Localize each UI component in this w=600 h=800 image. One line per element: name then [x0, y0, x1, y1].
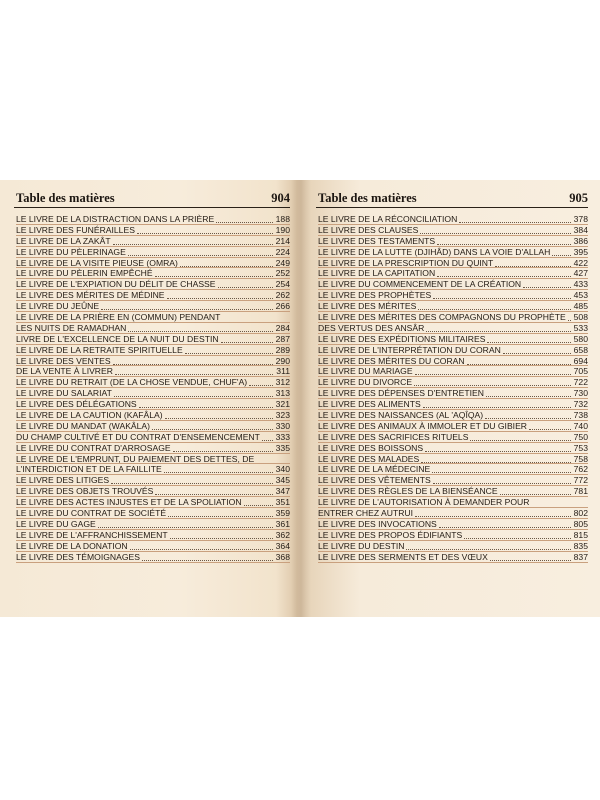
toc-entry-title: LE LIVRE DES PROPOS ÉDIFIANTS	[318, 529, 463, 540]
toc-leader-dots	[432, 471, 571, 473]
toc-leader-dots	[168, 515, 273, 517]
toc-entry	[16, 421, 290, 432]
toc-entry-title: LE LIVRE DU GAGE	[16, 518, 96, 529]
toc-leader-dots	[244, 504, 273, 506]
toc-entry-page: 815	[573, 529, 588, 540]
toc-entry-title: LE LIVRE DE L'AFFRANCHISSEMENT	[16, 529, 168, 540]
toc-leader-dots	[486, 395, 571, 397]
toc-entry-title: LE LIVRE DES MÉRITES DE MÉDINE	[16, 290, 165, 301]
toc-entry-page: 254	[275, 279, 290, 290]
toc-entry	[318, 345, 588, 356]
toc-entry-page: 361	[275, 518, 290, 529]
toc-leader-dots	[425, 450, 571, 452]
toc-entry-page: 740	[573, 420, 588, 431]
toc-entry-page: 190	[275, 224, 290, 235]
toc-entry	[318, 334, 588, 345]
toc-entry	[16, 454, 290, 465]
toc-leader-dots	[139, 406, 273, 408]
toc-entry-title: LE LIVRE DE LA PRIÈRE EN (COMMUN) PENDANT	[16, 312, 221, 323]
toc-entry-title: LE LIVRE DU SALARIAT	[16, 388, 112, 399]
toc-entry-title: LE LIVRE DES ANIMAUX À IMMOLER ET DU GIBIER	[318, 420, 528, 431]
toc-leader-dots	[433, 482, 571, 484]
toc-entry	[16, 486, 290, 497]
toc-entry-page: 364	[275, 540, 290, 551]
toc-entry-page: 330	[275, 420, 290, 431]
toc-entry-page: 368	[275, 551, 290, 562]
toc-entry	[16, 301, 290, 312]
toc-entry-title: LE LIVRE DE LA CAUTION (KAFÂLA)	[16, 410, 163, 421]
toc-leader-dots	[467, 363, 571, 365]
toc-entry-page: 395	[573, 246, 588, 257]
toc-entry-title: LE LIVRE DES EXPÉDITIONS MILITAIRES	[318, 333, 486, 344]
toc-leader-dots	[170, 537, 273, 539]
toc-leader-dots	[470, 439, 571, 441]
toc-leader-dots	[414, 384, 571, 386]
toc-leader-dots	[495, 265, 571, 267]
toc-leader-dots	[464, 537, 571, 539]
toc-entry-title: LE LIVRE DU MARIAGE	[318, 366, 413, 377]
toc-leader-dots	[485, 417, 571, 419]
toc-entry	[318, 279, 588, 290]
toc-entry	[16, 236, 290, 247]
toc-entry-page: 705	[573, 366, 588, 377]
toc-entry-page: 214	[275, 235, 290, 246]
toc-leader-dots	[216, 221, 273, 223]
right-toc-list	[318, 214, 588, 563]
toc-entry-title: LE LIVRE DE LA ZAKÂT	[16, 235, 111, 246]
toc-leader-dots	[415, 515, 571, 517]
toc-entry-title: L'INTERDICTION ET DE LA FAILLITE	[16, 464, 162, 475]
toc-entry	[16, 552, 290, 563]
toc-entry	[318, 399, 588, 410]
toc-entry	[318, 541, 588, 552]
toc-entry	[318, 225, 588, 236]
toc-leader-dots	[437, 243, 571, 245]
toc-entry-page: 284	[275, 322, 290, 333]
right-page-title: Table des matières	[318, 191, 417, 205]
toc-entry	[318, 486, 588, 497]
toc-entry	[16, 399, 290, 410]
toc-entry	[16, 366, 290, 377]
toc-entry-page: 837	[573, 551, 588, 562]
toc-entry	[318, 312, 588, 323]
toc-leader-dots	[568, 319, 571, 321]
toc-entry-page: 362	[275, 529, 290, 540]
toc-entry	[16, 388, 290, 399]
toc-entry-title: LE LIVRE DES MALADES	[318, 453, 420, 464]
toc-leader-dots	[415, 373, 571, 375]
toc-entry-title: LE LIVRE DES CLAUSES	[318, 224, 419, 235]
toc-entry	[318, 258, 588, 269]
toc-entry	[318, 236, 588, 247]
toc-entry	[16, 345, 290, 356]
toc-leader-dots	[180, 265, 273, 267]
toc-entry-title: LE LIVRE DES MÉRITES DES COMPAGNONS DU PROPHÈTE	[318, 312, 566, 323]
open-book	[0, 180, 600, 617]
toc-entry-title: LE LIVRE DE LA VISITE PIEUSE (OMRA)	[16, 257, 178, 268]
toc-entry-title: LE LIVRE DES OBJETS TROUVÉS	[16, 486, 154, 497]
toc-leader-dots	[421, 461, 571, 463]
toc-entry-title: LE LIVRE DE LA RETRAITE SPIRITUELLE	[16, 344, 183, 355]
toc-entry	[318, 268, 588, 279]
toc-leader-dots	[406, 548, 571, 550]
toc-entry-title: LE LIVRE DES ALIMENTS	[318, 399, 421, 410]
toc-entry	[16, 508, 290, 519]
toc-entry-page: 694	[573, 355, 588, 366]
toc-entry-title: LE LIVRE DE L'EMPRUNT, DU PAIEMENT DES DETTES, DE	[16, 453, 255, 464]
toc-entry-page: 249	[275, 257, 290, 268]
toc-leader-dots	[218, 286, 273, 288]
toc-entry	[16, 323, 290, 334]
toc-entry	[16, 530, 290, 541]
toc-entry-title: LE LIVRE DE LA DONATION	[16, 540, 128, 551]
toc-entry-page: 266	[275, 301, 290, 312]
toc-entry-page: 224	[275, 246, 290, 257]
toc-entry-title: LE LIVRE DES TÉMOIGNAGES	[16, 551, 141, 562]
toc-entry	[16, 247, 290, 258]
toc-entry-page: 347	[275, 486, 290, 497]
toc-entry-title: LE LIVRE DE LA DISTRACTION DANS LA PRIÈRE	[16, 214, 215, 224]
toc-entry-page: 750	[573, 431, 588, 442]
toc-leader-dots	[426, 330, 571, 332]
toc-entry-title: LE LIVRE DES SERMENTS ET DES VŒUX	[318, 551, 488, 562]
toc-entry	[16, 334, 290, 345]
toc-entry	[318, 421, 588, 432]
toc-entry-page: 333	[275, 431, 290, 442]
toc-entry	[318, 356, 588, 367]
toc-entry-page: 433	[573, 279, 588, 290]
toc-entry	[16, 497, 290, 508]
toc-entry-title: LE LIVRE DES NAISSANCES (AL 'AQÎQA)	[318, 410, 484, 421]
toc-entry	[16, 519, 290, 530]
toc-entry	[16, 279, 290, 290]
toc-entry-page: 580	[573, 333, 588, 344]
toc-entry-page: 758	[573, 453, 588, 464]
toc-leader-dots	[221, 341, 273, 343]
toc-leader-dots	[155, 275, 273, 277]
toc-entry-title: LE LIVRE DU PÈLERIN EMPÊCHÉ	[16, 268, 153, 279]
toc-entry-page: 753	[573, 442, 588, 453]
toc-entry-title: LE LIVRE DU DIVORCE	[318, 377, 413, 388]
toc-entry	[318, 530, 588, 541]
toc-entry-page: 378	[573, 214, 588, 224]
toc-entry-title: LE LIVRE DU PÈLERINAGE	[16, 246, 126, 257]
toc-entry-title: LE LIVRE DES RÈGLES DE LA BIENSÉANCE	[318, 486, 498, 497]
toc-entry	[318, 323, 588, 334]
toc-entry	[318, 432, 588, 443]
toc-leader-dots	[128, 330, 273, 332]
toc-leader-dots	[113, 243, 273, 245]
toc-entry-title: LE LIVRE DES MÉRITES	[318, 301, 417, 312]
toc-leader-dots	[111, 482, 273, 484]
toc-entry	[16, 312, 290, 323]
toc-entry-title: LE LIVRE DES VENTES	[16, 355, 111, 366]
toc-entry-title: LE LIVRE DE LA LUTTE (DJIHÂD) DANS LA VOIE D'ALLAH	[318, 246, 551, 257]
toc-leader-dots	[137, 232, 273, 234]
toc-entry	[318, 410, 588, 421]
left-page-title: Table des matières	[16, 191, 115, 205]
toc-entry-title: LE LIVRE DES DÉPENSES D'ENTRETIEN	[318, 388, 484, 399]
toc-leader-dots	[529, 428, 571, 430]
toc-entry-page: 485	[573, 301, 588, 312]
toc-entry-title: LE LIVRE DU CONTRAT D'ARROSAGE	[16, 442, 171, 453]
toc-entry	[16, 443, 290, 454]
toc-leader-dots	[142, 559, 273, 561]
toc-entry	[318, 552, 588, 563]
toc-entry-title: LIVRE DE L'EXCELLENCE DE LA NUIT DU DESTIN	[16, 333, 219, 344]
toc-entry-title: LE LIVRE DE LA PRESCRIPTION DU QUINT	[318, 257, 494, 268]
toc-leader-dots	[128, 254, 273, 256]
toc-entry-page: 732	[573, 399, 588, 410]
toc-entry	[16, 432, 290, 443]
toc-entry-title: LE LIVRE DU COMMENCEMENT DE LA CRÉATION	[318, 279, 522, 290]
toc-entry-title: LE LIVRE DES LITIGES	[16, 475, 110, 486]
toc-entry-page: 252	[275, 268, 290, 279]
toc-entry-page: 386	[573, 235, 588, 246]
right-page-number: 905	[569, 191, 588, 205]
toc-leader-dots	[155, 493, 273, 495]
toc-entry-title: LE LIVRE DU MANDAT (WAKÂLA)	[16, 420, 151, 431]
toc-leader-dots	[152, 428, 273, 430]
toc-leader-dots	[423, 406, 571, 408]
toc-entry	[318, 301, 588, 312]
toc-entry-title: ENTRER CHEZ AUTRUI	[318, 508, 414, 519]
toc-leader-dots	[459, 221, 571, 223]
toc-leader-dots	[165, 417, 273, 419]
toc-entry	[16, 258, 290, 269]
toc-leader-dots	[173, 450, 273, 452]
left-page-number: 904	[271, 191, 290, 205]
toc-entry	[318, 214, 588, 225]
toc-entry	[318, 519, 588, 530]
toc-leader-dots	[113, 363, 273, 365]
toc-entry-page: 730	[573, 388, 588, 399]
toc-entry	[16, 475, 290, 486]
toc-leader-dots	[262, 439, 273, 441]
right-page	[316, 180, 588, 617]
toc-entry-title: LE LIVRE DE L'AUTORISATION À DEMANDER POUR	[318, 497, 530, 508]
toc-entry	[16, 290, 290, 301]
toc-entry-page: 738	[573, 410, 588, 421]
toc-entry-title: LE LIVRE DE LA CAPITATION	[318, 268, 436, 279]
toc-entry-page: 351	[275, 497, 290, 508]
toc-leader-dots	[487, 341, 571, 343]
toc-entry-title: LE LIVRE DES VÊTEMENTS	[318, 475, 431, 486]
toc-entry-page: 335	[275, 442, 290, 453]
toc-entry	[16, 541, 290, 552]
toc-entry-title: LE LIVRE DES MÉRITES DU CORAN	[318, 355, 465, 366]
toc-leader-dots	[490, 559, 571, 561]
toc-leader-dots	[420, 232, 571, 234]
toc-entry	[318, 290, 588, 301]
toc-leader-dots	[503, 352, 571, 354]
toc-entry	[318, 443, 588, 454]
right-page-header	[316, 191, 588, 208]
toc-entry	[16, 377, 290, 388]
toc-entry-title: LE LIVRE DE LA MÉDECINE	[318, 464, 431, 475]
toc-entry-page: 781	[573, 486, 588, 497]
toc-entry-title: LE LIVRE DES FUNÉRAILLES	[16, 224, 135, 235]
toc-entry	[318, 377, 588, 388]
toc-entry	[16, 410, 290, 421]
toc-entry-page: 359	[275, 508, 290, 519]
toc-entry	[16, 464, 290, 475]
toc-entry-page: 762	[573, 464, 588, 475]
toc-leader-dots	[130, 548, 273, 550]
toc-entry-title: LE LIVRE DU DESTIN	[318, 540, 405, 551]
toc-entry-title: LE LIVRE DES BOISSONS	[318, 442, 424, 453]
toc-entry-title: LE LIVRE DES TESTAMENTS	[318, 235, 436, 246]
toc-entry	[318, 508, 588, 519]
toc-leader-dots	[98, 526, 273, 528]
toc-entry	[16, 268, 290, 279]
toc-entry-page: 340	[275, 464, 290, 475]
toc-entry-page: 321	[275, 399, 290, 410]
toc-entry	[318, 475, 588, 486]
toc-entry-title: LE LIVRE DE L'INTERPRÉTATION DU CORAN	[318, 344, 501, 355]
toc-entry-title: LE LIVRE DE L'EXPIATION DU DÉLIT DE CHASSE	[16, 279, 216, 290]
toc-entry-page: 427	[573, 268, 588, 279]
toc-entry-title: LE LIVRE DES DÉLÉGATIONS	[16, 399, 137, 410]
toc-entry	[318, 464, 588, 475]
toc-entry	[318, 366, 588, 377]
toc-leader-dots	[500, 493, 571, 495]
toc-leader-dots	[167, 297, 273, 299]
toc-entry-page: 323	[275, 410, 290, 421]
toc-leader-dots	[164, 471, 273, 473]
toc-entry-title: DU CHAMP CULTIVÉ ET DU CONTRAT D'ENSEMENCEMENT	[16, 431, 260, 442]
toc-entry-title: LE LIVRE DES ACTES INJUSTES ET DE LA SPOLIATION	[16, 497, 242, 508]
left-toc-list	[16, 214, 290, 563]
toc-leader-dots	[552, 254, 571, 256]
toc-entry-page: 722	[573, 377, 588, 388]
toc-entry-title: LE LIVRE DES SACRIFICES RITUELS	[318, 431, 469, 442]
toc-entry-title: LE LIVRE DES PROPHÈTES	[318, 290, 432, 301]
toc-leader-dots	[101, 308, 273, 310]
toc-entry-page: 311	[276, 366, 290, 377]
toc-entry	[16, 214, 290, 225]
toc-entry	[16, 225, 290, 236]
toc-entry-page: 805	[573, 518, 588, 529]
toc-entry-title: DE LA VENTE À LIVRER	[16, 366, 113, 377]
toc-entry-page: 312	[275, 377, 290, 388]
toc-entry-page: 287	[275, 333, 290, 344]
toc-entry-page: 835	[573, 540, 588, 551]
toc-leader-dots	[114, 395, 273, 397]
toc-entry-page: 422	[573, 257, 588, 268]
toc-entry-title: LE LIVRE DU RETRAIT (DE LA CHOSE VENDUE, CHUF'A)	[16, 377, 248, 388]
toc-entry-page: 384	[573, 224, 588, 235]
toc-entry	[318, 247, 588, 258]
toc-entry-page: 772	[573, 475, 588, 486]
toc-leader-dots	[185, 352, 273, 354]
toc-leader-dots	[115, 373, 273, 375]
toc-entry	[16, 356, 290, 367]
toc-entry-title: LES NUITS DE RAMADHAN	[16, 322, 127, 333]
toc-entry-title: LE LIVRE DU CONTRAT DE SOCIÉTÉ	[16, 508, 167, 519]
toc-leader-dots	[249, 384, 273, 386]
toc-entry	[318, 388, 588, 399]
toc-entry-title: DES VERTUS DES ANSÂR	[318, 322, 425, 333]
toc-leader-dots	[437, 275, 571, 277]
toc-entry-page: 262	[275, 290, 290, 301]
toc-entry-page: 658	[573, 344, 588, 355]
toc-entry-page: 290	[275, 355, 290, 366]
left-page-header	[14, 191, 290, 208]
toc-entry-title: LE LIVRE DE LA RÉCONCILIATION	[318, 214, 458, 224]
toc-entry-page: 453	[573, 290, 588, 301]
toc-entry-title: LE LIVRE DES INVOCATIONS	[318, 518, 437, 529]
toc-leader-dots	[433, 297, 571, 299]
toc-leader-dots	[523, 286, 571, 288]
toc-leader-dots	[439, 526, 571, 528]
left-page	[14, 180, 290, 617]
toc-entry-page: 802	[573, 508, 588, 519]
toc-entry-title: LE LIVRE DU JEÛNE	[16, 301, 100, 312]
toc-entry	[318, 497, 588, 508]
toc-leader-dots	[418, 308, 571, 310]
toc-entry-page: 508	[573, 312, 588, 323]
toc-entry	[318, 454, 588, 465]
toc-entry-page: 188	[275, 214, 290, 224]
toc-entry-page: 313	[275, 388, 290, 399]
book-gutter	[291, 180, 311, 617]
toc-entry-page: 533	[573, 322, 588, 333]
toc-entry-page: 289	[275, 344, 290, 355]
toc-entry-page: 345	[275, 475, 290, 486]
